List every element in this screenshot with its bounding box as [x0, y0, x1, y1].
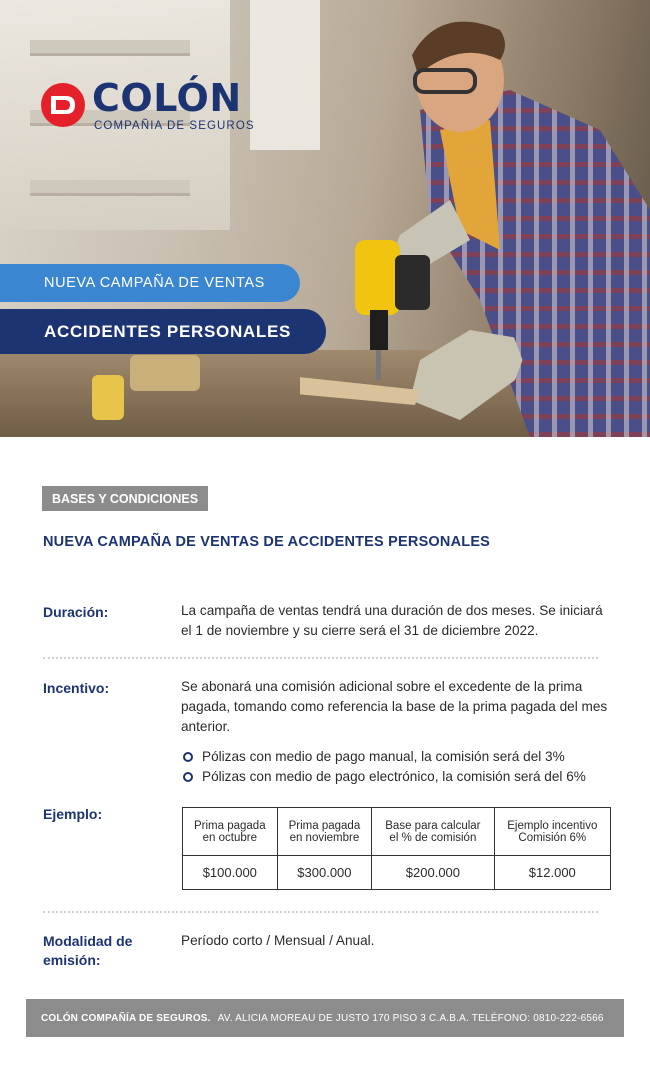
hero-shelf — [30, 180, 190, 196]
conditions-badge: BASES Y CONDICIONES — [42, 486, 208, 511]
page-title: NUEVA CAMPAÑA DE VENTAS DE ACCIDENTES PERSONALES — [43, 534, 491, 550]
list-item: Pólizas con medio de pago electrónico, la comisión será del 6% — [181, 767, 621, 787]
example-table — [182, 807, 611, 890]
table-header-cell: Prima pagada en noviembre — [277, 808, 372, 856]
hero-jar — [130, 355, 200, 391]
table-cell: $100.000 — [183, 856, 278, 890]
duration-label: Duración: — [43, 604, 109, 620]
incentive-bullet-list — [181, 747, 621, 787]
divider — [43, 911, 598, 913]
table-header-cell: Ejemplo incentivo Comisión 6% — [494, 808, 610, 856]
list-item: Pólizas con medio de pago manual, la comisión será del 3% — [181, 747, 621, 767]
colon-logo-icon — [40, 82, 86, 128]
table-header-cell: Prima pagada en octubre — [183, 808, 278, 856]
table-header-row — [183, 808, 611, 856]
hero-banner — [0, 0, 650, 437]
footer-bar — [26, 999, 624, 1037]
duration-text: La campaña de ventas tendrá una duración de dos meses. Se iniciará el 1 de noviembre y su cierre será el 31 de diciembre 2022. — [181, 603, 603, 638]
table-cell: $200.000 — [372, 856, 494, 890]
divider — [43, 657, 598, 659]
product-tag: ACCIDENTES PERSONALES — [0, 309, 326, 354]
table-cell: $300.000 — [277, 856, 372, 890]
issuance-mode-label: Modalidad de emisión: — [43, 933, 133, 968]
table-cell: $12.000 — [494, 856, 610, 890]
table-header-cell: Base para calcular el % de comisión — [372, 808, 494, 856]
table-row — [183, 856, 611, 890]
footer-company: COLÓN COMPAÑÍA DE SEGUROS. — [41, 1012, 211, 1024]
hero-jar — [92, 375, 124, 420]
brand-name: COLÓN — [92, 76, 242, 120]
brand-subtitle: COMPAÑIA DE SEGUROS — [94, 120, 255, 132]
incentive-text: Se abonará una comisión adicional sobre el excedente de la prima pagada, tomando como referencia la base de la prima pagada del mes anterior. — [181, 679, 608, 734]
hero-worker-illustration — [300, 0, 650, 437]
footer-address: AV. ALICIA MOREAU DE JUSTO 170 PISO 3 C.A.B.A. TELÉFONO: 0810-222-6566 — [217, 1012, 604, 1024]
example-label: Ejemplo: — [43, 806, 103, 822]
campaign-tag: NUEVA CAMPAÑA DE VENTAS — [0, 264, 300, 302]
incentive-label: Incentivo: — [43, 680, 110, 696]
brand-logo — [40, 78, 255, 132]
issuance-mode-text: Período corto / Mensual / Anual. — [181, 933, 375, 948]
hero-shelf — [30, 40, 190, 56]
